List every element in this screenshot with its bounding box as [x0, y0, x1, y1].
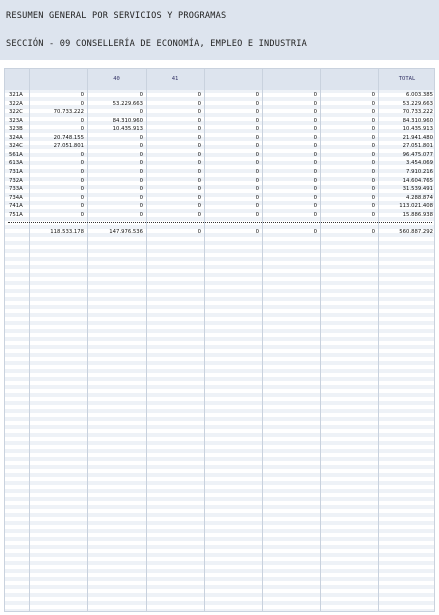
table-cell: 70.733.222 — [53, 109, 84, 116]
program-code: 561A — [9, 151, 23, 158]
table-cell: 14.604.765 — [402, 177, 433, 184]
program-code: 321A — [9, 92, 23, 98]
table-cell: 0 — [80, 203, 84, 210]
column-divider — [378, 69, 379, 611]
table-cell: 0 — [255, 186, 259, 193]
table-cell: 0 — [197, 194, 201, 201]
table-cell: 0 — [80, 126, 84, 133]
table-cell: 0 — [255, 92, 259, 98]
program-code: 324C — [9, 143, 23, 150]
table-cell: 0 — [371, 229, 375, 236]
report-header — [0, 0, 439, 60]
table-cell: 7.910.216 — [406, 168, 433, 175]
table-cell: 0 — [197, 109, 201, 116]
column-header: TOTAL — [398, 76, 416, 82]
table-cell: 20.748.155 — [53, 134, 84, 141]
table-cell: 113.021.408 — [399, 203, 433, 210]
program-code: 731A — [9, 168, 23, 175]
table-cell: 0 — [313, 160, 317, 167]
column-divider — [204, 69, 205, 611]
table-cell: 0 — [255, 194, 259, 201]
table-cell: 0 — [197, 100, 201, 107]
table-cell: 0 — [371, 126, 375, 133]
table-cell: 0 — [197, 168, 201, 175]
table-cell: 0 — [255, 177, 259, 184]
table-cell: 4.288.874 — [406, 194, 433, 201]
table-cell: 147.976.536 — [109, 229, 143, 236]
table-cell: 0 — [197, 186, 201, 193]
table-cell: 0 — [371, 177, 375, 184]
table-cell: 0 — [139, 151, 143, 158]
table-cell: 0 — [139, 92, 143, 98]
table-cell: 0 — [313, 92, 317, 98]
table-cell: 0 — [313, 117, 317, 124]
totals-separator — [8, 222, 432, 223]
table-cell: 53.229.663 — [402, 100, 433, 107]
table-cell: 0 — [80, 186, 84, 193]
table-cell: 0 — [313, 134, 317, 141]
table-cell: 0 — [255, 168, 259, 175]
table-cell: 0 — [80, 177, 84, 184]
table-cell: 0 — [371, 203, 375, 210]
column-divider — [262, 69, 263, 611]
table-cell: 0 — [313, 143, 317, 150]
program-code: 322A — [9, 100, 23, 107]
column-divider — [87, 69, 88, 611]
program-code: 734A — [9, 194, 23, 201]
table-cell: 0 — [313, 109, 317, 116]
column-divider — [320, 69, 321, 611]
table-cell: 0 — [371, 194, 375, 201]
column-header: 41 — [171, 76, 179, 82]
table-cell: 0 — [197, 160, 201, 167]
table-cell: 0 — [313, 177, 317, 184]
table-cell: 27.051.801 — [53, 143, 84, 150]
table-cell: 0 — [197, 134, 201, 141]
table-cell: 0 — [313, 126, 317, 133]
table-cell: 0 — [139, 168, 143, 175]
table-cell: 0 — [313, 194, 317, 201]
table-cell: 0 — [371, 109, 375, 116]
table-cell: 0 — [371, 92, 375, 98]
table-cell: 0 — [197, 229, 201, 236]
table-cell: 0 — [313, 100, 317, 107]
table-cell: 0 — [197, 117, 201, 124]
table-cell: 53.229.663 — [112, 100, 143, 107]
table-cell: 0 — [197, 151, 201, 158]
table-cell: 0 — [255, 211, 259, 218]
table-cell: 96.475.077 — [402, 151, 433, 158]
table-cell: 0 — [197, 126, 201, 133]
table-cell: 0 — [139, 134, 143, 141]
table-cell: 84.310.960 — [112, 117, 143, 124]
program-code: 324A — [9, 134, 23, 141]
table-cell: 0 — [255, 134, 259, 141]
table-cell: 0 — [313, 168, 317, 175]
program-code: 322C — [9, 109, 23, 116]
table-cell: 0 — [80, 160, 84, 167]
table-cell: 0 — [197, 211, 201, 218]
table-cell: 0 — [255, 100, 259, 107]
table-cell: 0 — [139, 177, 143, 184]
table-cell: 0 — [371, 186, 375, 193]
table-cell: 0 — [371, 211, 375, 218]
program-code: 323A — [9, 117, 23, 124]
program-code: 733A — [9, 186, 23, 193]
table-cell: 0 — [80, 100, 84, 107]
table-cell: 6.003.385 — [406, 92, 433, 98]
table-cell: 0 — [80, 151, 84, 158]
program-code: 323B — [9, 126, 23, 133]
table-cell: 0 — [371, 117, 375, 124]
table-cell: 0 — [313, 203, 317, 210]
table-cell: 0 — [255, 143, 259, 150]
table-cell: 0 — [255, 151, 259, 158]
table-cell: 0 — [139, 186, 143, 193]
summary-table — [4, 68, 435, 612]
program-code: 613A — [9, 160, 23, 167]
table-cell: 0 — [139, 160, 143, 167]
table-cell: 10.435.913 — [112, 126, 143, 133]
table-cell: 15.886.938 — [402, 211, 433, 218]
section-title: SECCIÓN - 09 CONSELLERÍA DE ECONOMÍA, EMPLEO E INDUSTRIA — [6, 39, 307, 49]
table-cell: 0 — [80, 92, 84, 98]
table-cell: 0 — [313, 229, 317, 236]
report-title: RESUMEN GENERAL POR SERVICIOS Y PROGRAMAS — [6, 11, 227, 21]
table-cell: 0 — [139, 203, 143, 210]
table-cell: 0 — [371, 134, 375, 141]
table-cell: 0 — [255, 117, 259, 124]
table-cell: 0 — [139, 211, 143, 218]
table-cell: 0 — [313, 186, 317, 193]
table-cell: 0 — [197, 92, 201, 98]
table-cell: 0 — [371, 151, 375, 158]
table-cell: 0 — [80, 194, 84, 201]
table-cell: 0 — [255, 126, 259, 133]
table-cell: 0 — [255, 203, 259, 210]
table-cell: 27.051.801 — [402, 143, 433, 150]
table-cell: 118.533.178 — [50, 229, 84, 236]
column-divider — [29, 69, 30, 611]
table-cell: 70.733.222 — [402, 109, 433, 116]
column-divider — [146, 69, 147, 611]
table-cell: 0 — [255, 160, 259, 167]
table-cell: 560.887.292 — [399, 229, 433, 236]
table-cell: 0 — [80, 168, 84, 175]
column-header: 40 — [113, 76, 120, 82]
table-cell: 21.941.480 — [402, 134, 433, 141]
table-cell: 3.454.069 — [406, 160, 433, 167]
table-cell: 31.539.491 — [402, 186, 433, 193]
table-cell: 0 — [313, 211, 317, 218]
program-code: 751A — [9, 211, 23, 218]
column-header-bar — [5, 69, 434, 90]
table-cell: 0 — [139, 109, 143, 116]
table-cell: 0 — [255, 229, 259, 236]
table-cell: 0 — [139, 143, 143, 150]
table-cell: 0 — [80, 211, 84, 218]
table-cell: 0 — [371, 160, 375, 167]
table-cell: 10.435.913 — [402, 126, 433, 133]
table-cell: 0 — [80, 117, 84, 124]
table-cell: 0 — [371, 100, 375, 107]
table-cell: 84.310.960 — [402, 117, 433, 124]
program-code: 732A — [9, 177, 23, 184]
table-cell: 0 — [313, 151, 317, 158]
table-cell: 0 — [139, 194, 143, 201]
row-stripes — [5, 69, 434, 611]
table-cell: 0 — [197, 203, 201, 210]
table-cell: 0 — [371, 168, 375, 175]
table-cell: 0 — [197, 143, 201, 150]
table-cell: 0 — [197, 177, 201, 184]
table-cell: 0 — [371, 143, 375, 150]
table-cell: 0 — [255, 109, 259, 116]
program-code: 741A — [9, 203, 23, 210]
